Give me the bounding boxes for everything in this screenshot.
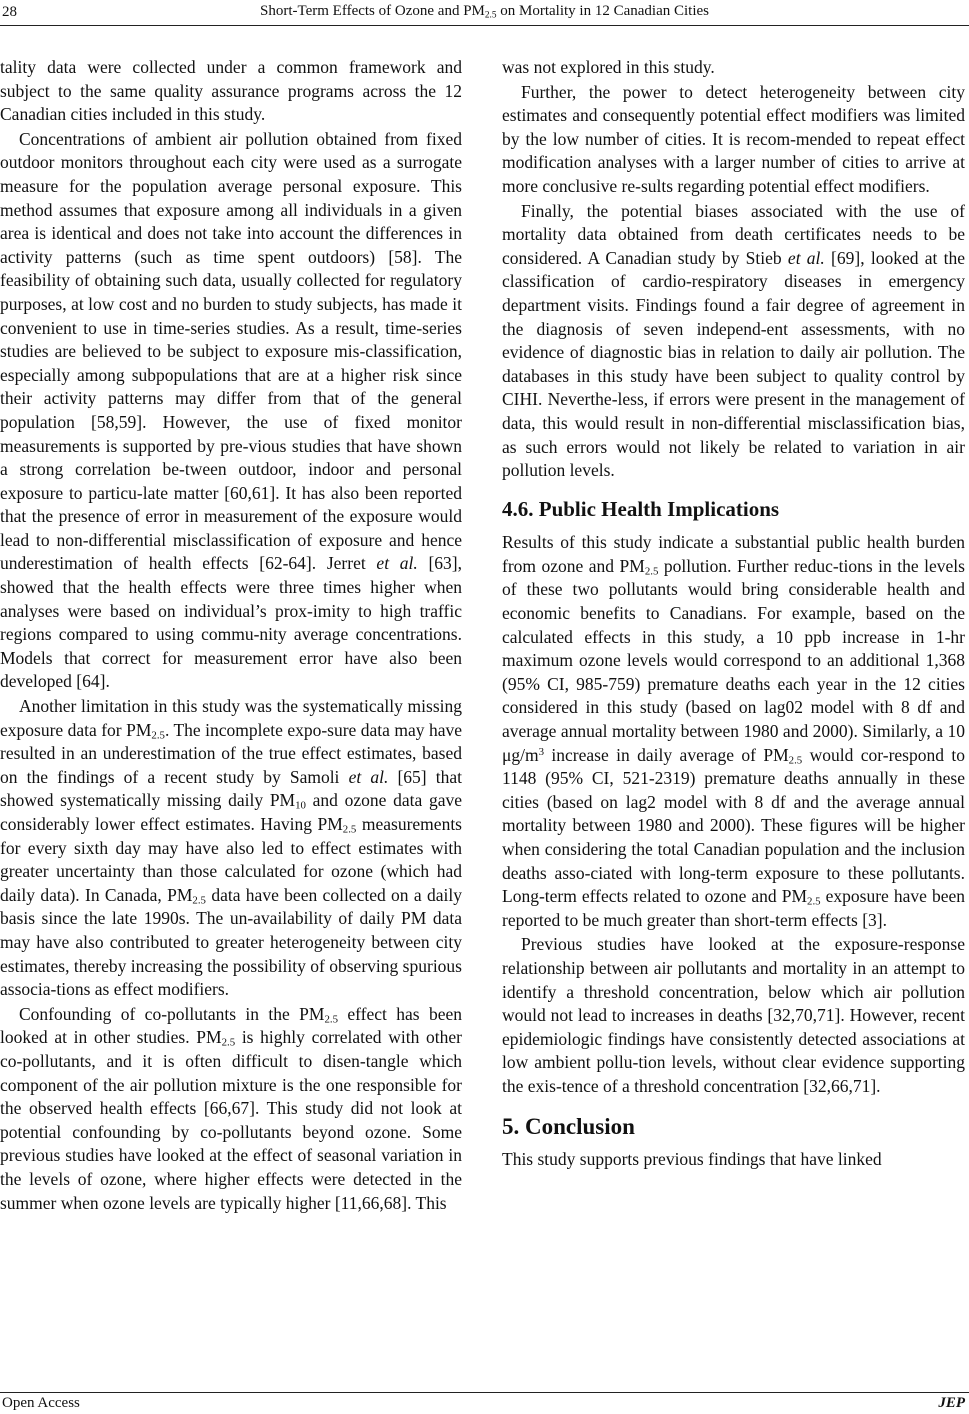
paragraph: tality data were collected under a common framework and subject to the same quality assurance programs across the 12 Canadian cities included in this study.	[0, 57, 462, 125]
header-rule	[0, 25, 969, 26]
paragraph: This study supports previous findings that have linked	[502, 1149, 882, 1170]
paragraph: Concentrations of ambient air pollution obtained from fixed outdoor monitors throughout each city were used as a surrogate measure for the population average personal exposure. This method assumes that exposure among all individuals in a given area is identical and does not take into account the differences in activity patterns (such as time spent outdoors) [58]. The feasibility of obtaining such data, usually collected for regulatory purposes, at low cost and no burden to study subjects, has made it convenient to use in time-series studies. As a result, time-series studies are believed to be subject to exposure mis-classification, especially among subpopulations that are at a higher risk since their activity patterns may differ from that of the general population [58,59]. However, the use of fixed monitor measurements is supported by pre-vious studies that have shown a strong correlation be-tween outdoor, indoor and personal exposure to particu-late matter [60,61]. It has also been reported that the presence of error in measurement of the exposure would lead to non-differential misclassification of exposure and hence underestimation of health effects [62-64]. Jerret et al. [63], showed that the health effects were three times higher when analyses were based on individual’s prox-imity to high traffic regions compared to using commu-nity average concentrations. Models that correct for measurement error have also been developed [64].	[0, 128, 463, 692]
page-header	[0, 0, 969, 40]
paragraph: Finally, the potential biases associated with the use of mortality data obtained from death certificates needs to be considered. A Canadian study by Stieb et al. [69], looked at the classification of cardio-respiratory diseases in emergency department visits. Findings found a fair degree of agreement in the diagnosis of seven independ-ent assessments, with no evidence of diagnostic bias in relation to daily air pollution. The databases in this study have been subject to quality control by CIHI. Neverthe-less, if errors were present in the management of data, this would result in non-differential misclassification bias, as such errors would not likely be related to variation in air pollution levels.	[502, 200, 965, 481]
page-number: 28	[2, 4, 17, 20]
left-column	[0, 56, 462, 1216]
footer-rule	[0, 1392, 969, 1393]
right-column	[502, 56, 965, 1173]
open-access-label: Open Access	[2, 1395, 80, 1411]
paragraph: Another limitation in this study was the systematically missing exposure data for $PM_{2.5}$. The incomplete expo-sure data may have resulted in an underestimation of the true effect estimates, based on the findings of a recent study by Samoli et al. [65] that showed systematically missing daily $PM_{10}$ and ozone data gave considerably lower effect estimates. Having $PM_{2.5}$ measurements for every sixth day may have also led to effect estimates with greater uncertainty than those calculated for ozone (which had daily data). In Canada, $PM_{2.5}$ data have been collected on a daily basis since the late 1990s. The un-availability of daily PM data may have also contributed to greater heterogeneity between city estimates, thereby increasing the possibility of observing spurious associa-tions as effect modifiers.	[0, 696, 462, 1000]
section-heading: 4.6. Public Health Implications	[502, 496, 780, 521]
paragraph: Results of this study indicate a substantial public health burden from ozone and $PM_{2.5}$ pollution. Further reduc-tions in the levels of these two pollutants would bring considerable health and economic benefits to Canadians. For example, based on the calculated effects in this study, a 10 ppb increase in 1-hr maximum ozone levels would correspond to an additional 1,368 (95% CI, 985-759) premature deaths each year in the 12 cities considered in this study (based on lag02 model with 8 df and average annual mortality between 1980 and 2000). Similarly, a 10 $\mu g/m^3$ increase in daily average of $PM_{2.5}$ would cor-respond to 1148 (95% CI, 521-2319) premature deaths annually in these cities (based on lag2 model with 8 df and the average annual mortality between 1980 and 2000). These figures will be higher when considering the total Canadian population and the inclusion deaths asso-ciated with long-term exposure to these pollutants. Long-term effects related to ozone and $PM_{2.5}$ exposure have been reported to be much greater than short-term effects [3].	[502, 532, 965, 930]
running-title: Short-Term Effects of Ozone and $PM_{2.5}$ on Mortality in 12 Canadian Cities	[260, 3, 709, 21]
paragraph: Further, the power to detect heterogeneity between city estimates and consequently potential effect modifiers was limited by the low number of cities. It is recom-mended to repeat effect modification analyses with a larger number of cities to arrive at more conclusive re-sults regarding potential effect modifiers.	[502, 81, 965, 196]
journal-label: JEP	[938, 1395, 965, 1411]
page-footer	[0, 1376, 969, 1414]
paragraph: was not explored in this study.	[502, 57, 715, 77]
paragraph: Confounding of co-pollutants in the $PM_{2.5}$ effect has been looked at in other studies. $PM_{2.5}$ is highly correlated with other co-pollutants, and it is often difficult to disen-tangle which component of the air pollution mixture is the one responsible for the observed health effects [66,67]. This study did not look at potential confounding by co-pollutants beyond ozone. Some previous studies have looked at the effect of seasonal variation in the levels of ozone, where higher effects were detected in the summer when ozone levels are typically higher [11,66,68]. This	[0, 1003, 462, 1213]
section-heading: 5. Conclusion	[502, 1113, 635, 1139]
paragraph: Previous studies have looked at the exposure-response relationship between air pollutants and mortality in an attempt to identify a threshold concentration, below which air pollution would not lead to increases in deaths [32,70,71]. However, recent epidemiologic findings have consistently detected associations at low ambient pollu-tion levels, without clear evidence supporting the exis-tence of a threshold concentration [32,66,71].	[502, 934, 965, 1096]
